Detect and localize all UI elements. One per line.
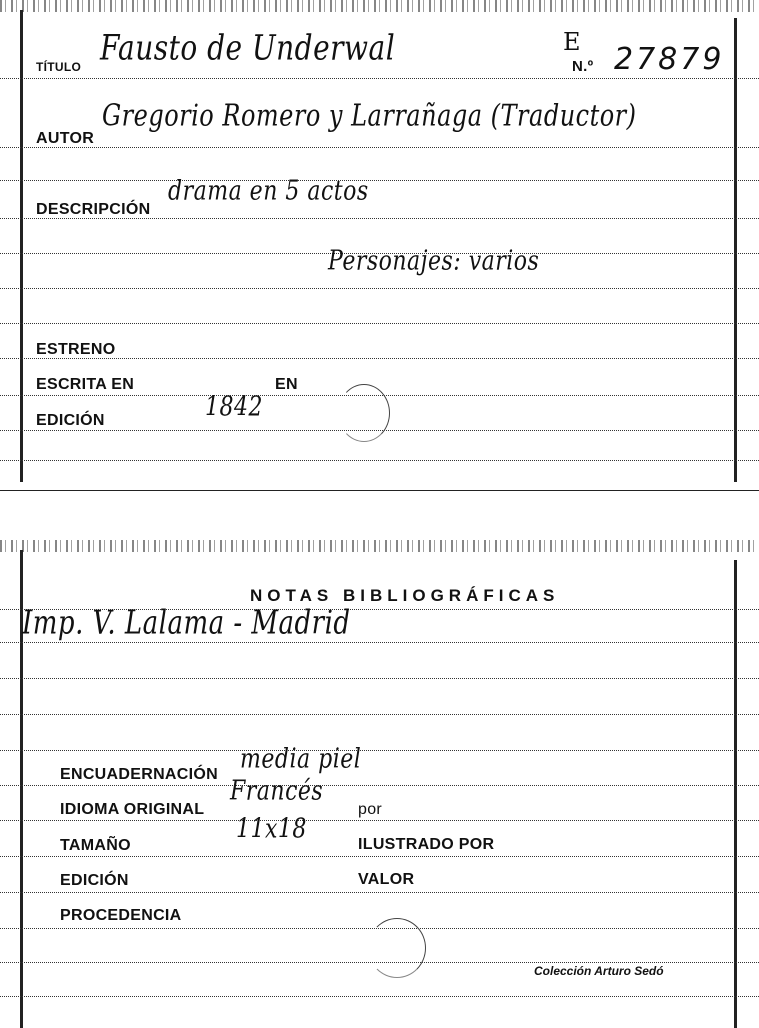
tamano-value: 11x18 [236,813,307,845]
rule-line [0,750,759,751]
autor-value: Gregorio Romero y Larrañaga (Traductor) [102,98,637,133]
idioma-label: IDIOMA ORIGINAL [60,801,205,818]
rule-line [0,714,759,715]
card-edge-right [734,18,737,482]
punch-hole [338,384,390,442]
idioma-value: Francés [230,775,324,807]
card-bottom-edge [0,490,759,491]
rule-line [0,996,759,997]
autor-label: AUTOR [36,130,95,147]
valor-label: VALOR [358,871,415,888]
encuadernacion-label: ENCUADERNACIÓN [60,766,218,783]
card-edge-top [0,0,759,12]
collection-footer: Colección Arturo Sedó [534,964,664,978]
notas-value: Imp. V. Lalama - Madrid [22,604,351,642]
edicion-value: 1842 [205,391,263,423]
rule-line [0,892,759,893]
descripcion-label: DESCRIPCIÓN [36,201,151,218]
rule-line [0,785,759,786]
tamano-label: TAMAÑO [60,837,131,854]
personajes-value: Personajes: varios [328,245,540,277]
edicion-label: EDICIÓN [60,872,129,889]
card-edge-right [734,560,737,1028]
rule-line [0,180,759,181]
rule-line [0,460,759,461]
descripcion-value: drama en 5 actos [168,175,369,207]
catalog-card-top [0,0,759,492]
por-label: por [358,801,383,818]
catalog-card-bottom [0,540,759,1028]
titulo-label: TÍTULO [36,60,82,74]
procedencia-label: PROCEDENCIA [60,907,182,924]
number-mark: E [563,28,581,56]
number-prefix: N.º [572,58,594,75]
rule-line [0,642,759,643]
notas-heading: NOTAS BIBLIOGRÁFICAS [250,586,560,605]
rule-line [0,323,759,324]
card-edge-left [20,10,23,482]
rule-line [0,820,759,821]
card-edge-top [0,540,759,552]
edicion-label: EDICIÓN [36,412,105,429]
escrita-en-label: ESCRITA EN [36,376,135,393]
en-label: EN [275,376,298,393]
rule-line [0,856,759,857]
punch-hole [368,918,426,978]
rule-line [0,678,759,679]
rule-line [0,147,759,148]
encuadernacion-value: media piel [240,743,362,775]
rule-line [0,78,759,79]
titulo-value: Fausto de Underwal [100,26,396,68]
estreno-label: ESTRENO [36,341,116,358]
ilustrado-por-label: ILUSTRADO POR [358,836,495,853]
catalog-number: 27879 [614,42,725,77]
rule-line [0,288,759,289]
